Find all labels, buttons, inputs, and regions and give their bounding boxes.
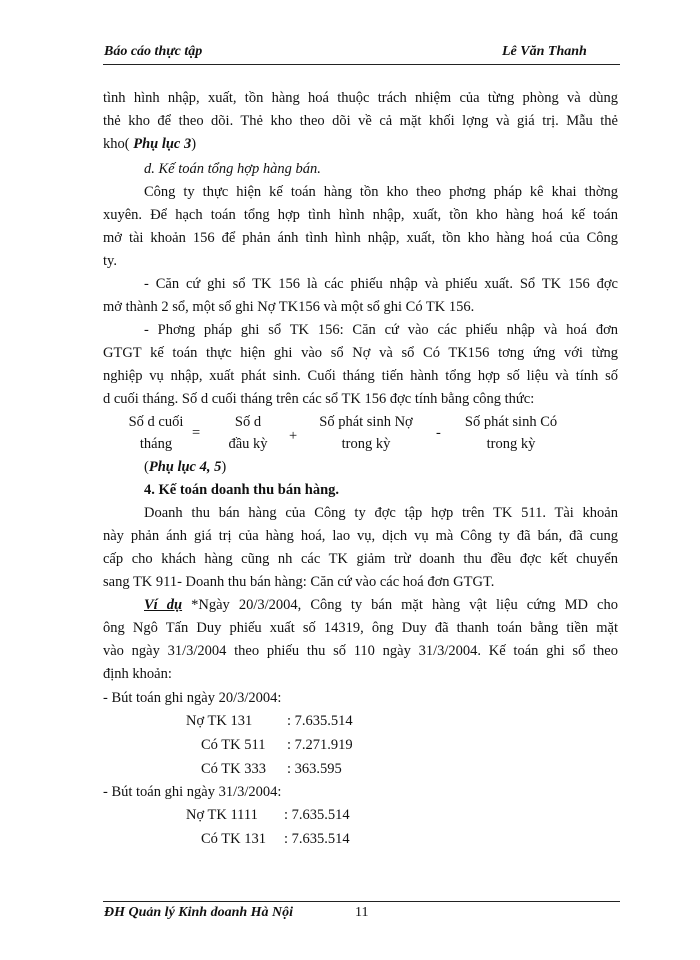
formula-term3-top: Số phát sinh Nợ [319,414,413,430]
para2-line1: Công ty thực hiện kế toán hàng tồn kho theo phơng pháp kê khai thờng [144,184,618,200]
formula-term2-bottom: đầu kỳ [228,436,268,452]
para5-line2: này phản ánh giá trị của hàng hoá, lao vụ, dịch vụ mà Công ty đã bán, đã cung [103,528,618,544]
heading-section-4: 4. Kế toán doanh thu bán hàng. [144,482,340,498]
para2-line4: ty. [103,253,117,269]
page-number: 11 [355,905,369,920]
example-line2: ông Ngô Tấn Duy phiếu xuất số 14319, ông Duy đã thanh toán bằng tiền mặt [103,620,618,636]
formula-term4-bottom: trong kỳ [486,436,536,452]
formula-plus: + [289,428,298,444]
para3-line1: - Căn cứ ghi sổ TK 156 là các phiếu nhập và phiếu xuất. Sổ TK 156 đợc [144,276,618,292]
para2-line3: mở tài khoản 156 để phản ánh tình hình nhập, xuất, tồn kho hàng hoá của Công [103,230,618,246]
example-line3: vào ngày 31/3/2004 theo phiếu thu số 110 ngày 31/3/2004. Kế toán ghi sổ theo [103,643,618,659]
appendix-4-5-ref: (Phụ lục 4, 5) [144,459,227,475]
formula-term2-top: Số d [234,414,262,430]
para5-line1: Doanh thu bán hàng của Công ty đợc tập hợp trên TK 511. Tài khoản [144,505,618,521]
entry1-row3-amount: : 363.595 [287,761,342,777]
appendix-3-ref: Phụ lục 3 [129,136,192,152]
entry1-row1-amount: : 7.635.514 [287,713,353,729]
entry1-row1-account: Nợ TK 131 [186,713,253,729]
formula-term1-top: Số d cuối [128,414,184,430]
entry1-row2-account: Có TK 511 [201,737,266,753]
formula-term1-bottom: tháng [139,436,173,452]
entry1-row3-account: Có TK 333 [201,761,266,777]
footer-rule [103,901,620,902]
entry2-title: - Bút toán ghi ngày 31/3/2004: [103,784,282,800]
para1-line1: tình hình nhập, xuất, tồn hàng hoá thuộc trách nhiệm của từng phòng và dùng [103,90,618,106]
para4-line1: - Phơng pháp ghi sổ TK 156: Căn cứ vào các phiếu nhập và hoá đơn [144,322,618,338]
entry2-row2-account: Có TK 131 [201,831,266,847]
formula-term3-bottom: trong kỳ [341,436,391,452]
example-label: Ví dụ [144,597,183,613]
para2-line2: xuyên. Để hạch toán tổng hợp tình hình nhập, xuất, tồn kho hàng hoá kế toán [103,207,618,223]
para5-line4: sang TK 911- Doanh thu bán hàng: Căn cứ vào các hoá đơn GTGT. [103,574,495,590]
entry2-row1-amount: : 7.635.514 [284,807,350,823]
para4-line2: GTGT kế toán thực hiện ghi vào sổ Nợ và sổ Có TK156 tơng ứng với từng [103,345,618,361]
entry1-row2-amount: : 7.271.919 [287,737,353,753]
entry1-title: - Bút toán ghi ngày 20/3/2004: [103,690,282,706]
header-left: Báo cáo thực tập [104,44,203,59]
para5-line3: cấp cho khách hàng cũng nh các TK giảm trừ doanh thu đều đợc kết chuyển [103,551,618,567]
footer-left: ĐH Quản lý Kinh doanh Hà Nội [104,905,294,920]
formula-term4-top: Số phát sinh Có [464,414,558,430]
formula-equals: = [192,425,201,441]
para4-line3: nghiệp vụ nhập, xuất phát sinh. Cuối tháng tiến hành tổng hợp số liệu và tính số [103,368,618,384]
para3-line2: mở thành 2 sổ, một sổ ghi Nợ TK156 và một sổ ghi Có TK 156. [103,299,475,315]
entry2-row1-account: Nợ TK 1111 [186,807,258,823]
entry2-row2-amount: : 7.635.514 [284,831,350,847]
example-line1: Ví dụ *Ngày 20/3/2004, Công ty bán mặt hàng vật liệu cứng MD cho [144,597,618,613]
heading-d: d. Kế toán tổng hợp hàng bán. [144,161,321,177]
example-line4: định khoản: [103,666,172,682]
header-right: Lê Văn Thanh [502,44,587,59]
para1-line2: thẻ kho để theo dõi. Thẻ kho theo dõi về cả mặt khối lợng và giá trị. Mẫu thẻ [103,113,618,129]
para4-line4: d cuối tháng. Số d cuối tháng trên các sổ TK 156 đợc tính bằng công thức: [103,391,535,407]
formula-minus: - [436,425,441,441]
header-rule [103,64,620,65]
para1-line3: kho( Phụ lục 3) [103,136,197,152]
